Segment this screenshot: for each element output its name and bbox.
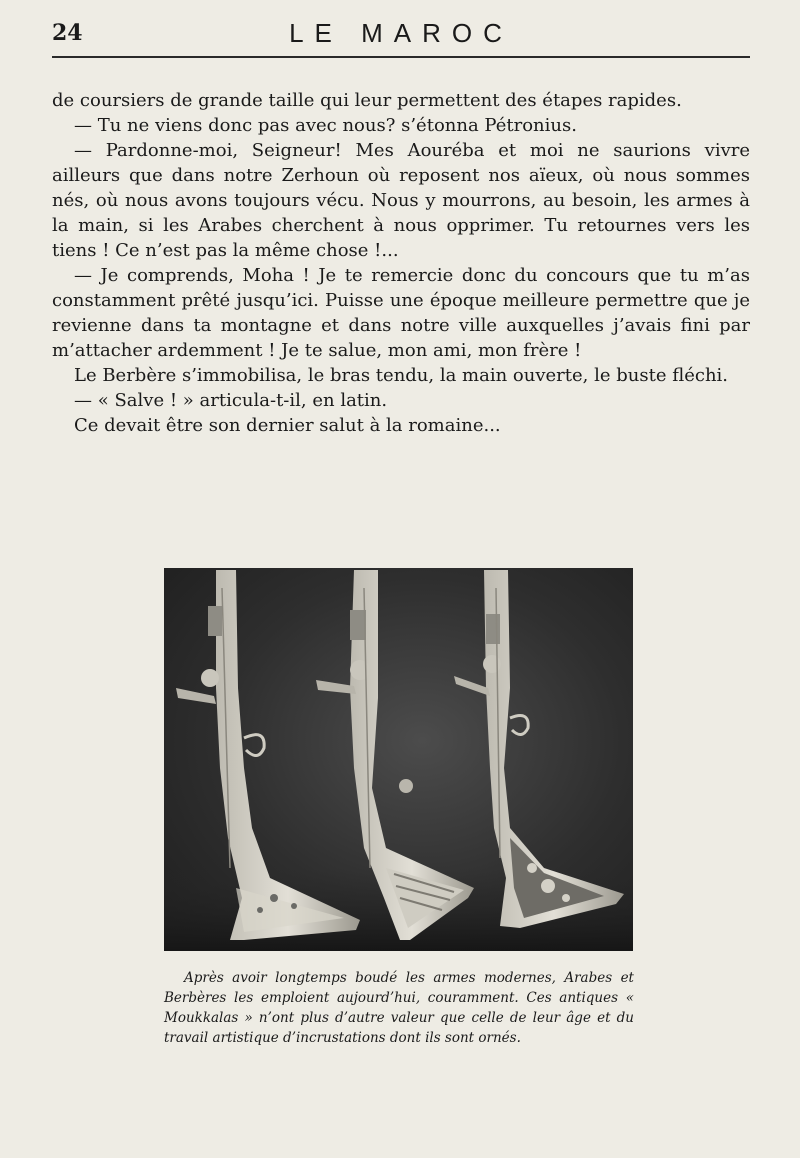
- figure-caption: [164, 968, 634, 1048]
- paragraph: — Je comprends, Moha ! Je te remercie donc du concours que tu m’as constamment prêté jusqu’ici. Puisse une époque meilleure permettre que je revienne dans ta montagne et dans notre ville auxquelles j’avais fini par m’attacher ardemment ! Je te salue, mon ami, mon frère !: [52, 265, 750, 361]
- paragraph: — Pardonne-moi, Seigneur! Mes Aouréba et moi ne saurions vivre ailleurs que dans notre Zerhoun où reposent nos aïeux, où nous sommes nés, où nous avons toujours vécu. Nous y mourrons, au besoin, les armes à la main, si les Arabes cherchent à nous opprimer. Tu retournes vers les tiens ! Ce n’est pas la même chose !...: [52, 140, 750, 261]
- running-title: LE MAROC: [289, 18, 513, 48]
- paragraph: — Tu ne viens donc pas avec nous? s’étonna Pétronius.: [74, 115, 577, 136]
- caption-text: Après avoir longtemps boudé les armes modernes, Arabes et Berbères les emploient aujourd’hui, couramment. Ces antiques « Moukkalas » n’ont plus d’autre valeur que celle de leur âge et du travail artistique d’incrustations dont ils sont ornés.: [164, 970, 634, 1046]
- page-header: [52, 18, 750, 52]
- paragraph: de coursiers de grande taille qui leur permettent des étapes rapides.: [52, 90, 682, 111]
- paragraph: — « Salve ! » articula-t-il, en latin.: [74, 390, 388, 411]
- page-number: 24: [52, 20, 83, 46]
- paragraph: Ce devait être son dernier salut à la romaine...: [74, 415, 501, 436]
- paragraph: Le Berbère s’immobilisa, le bras tendu, la main ouverte, le buste fléchi.: [74, 365, 729, 386]
- header-rule: [52, 56, 750, 58]
- rifles-photograph: [164, 568, 633, 951]
- body-text: [52, 88, 750, 438]
